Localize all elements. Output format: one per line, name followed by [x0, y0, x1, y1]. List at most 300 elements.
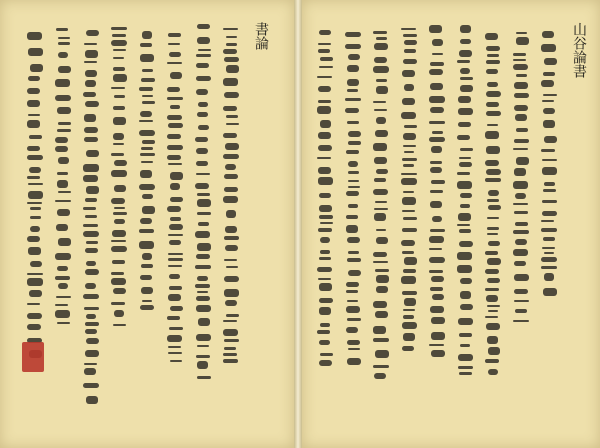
ink-stroke [401, 178, 417, 185]
ink-stroke [57, 322, 70, 324]
ink-stroke [485, 178, 501, 182]
ink-stroke [346, 215, 358, 219]
ink-stroke [429, 96, 445, 103]
ink-stroke [86, 396, 98, 404]
ink-stroke [111, 153, 124, 156]
ink-stroke [27, 278, 43, 286]
ink-stroke [168, 258, 183, 261]
ink-stroke [459, 241, 473, 247]
ink-stroke [347, 340, 360, 345]
ink-stroke [485, 316, 498, 318]
ink-stroke [375, 269, 389, 272]
ink-stroke [403, 309, 415, 311]
ink-stroke [346, 191, 359, 196]
ink-stroke [348, 131, 361, 137]
ink-stroke [401, 112, 416, 119]
ink-stroke [402, 98, 415, 105]
ink-stroke [348, 180, 359, 182]
ink-stroke [515, 193, 526, 199]
ink-stroke [430, 306, 444, 313]
ink-stroke [513, 59, 526, 61]
ink-stroke [515, 309, 527, 313]
ink-stroke [224, 347, 236, 350]
ink-stroke [197, 24, 210, 29]
ink-stroke [58, 52, 68, 58]
ink-stroke [223, 359, 238, 363]
seal-stamp [22, 342, 44, 372]
ink-stroke [320, 222, 333, 224]
ink-stroke [514, 300, 529, 302]
ink-stroke [513, 230, 529, 234]
ink-stroke [224, 276, 239, 282]
ink-stroke [514, 105, 528, 111]
ink-stroke [55, 200, 71, 202]
ink-stroke [514, 139, 529, 143]
ink-stroke [460, 204, 470, 208]
ink-stroke [544, 136, 557, 143]
ink-stroke [169, 240, 181, 245]
ink-stroke [142, 300, 152, 302]
ink-stroke [57, 266, 68, 271]
ink-stroke [224, 187, 238, 192]
ink-stroke [429, 69, 443, 75]
ink-stroke [84, 307, 99, 310]
ink-stroke [85, 329, 97, 334]
ink-stroke [346, 306, 360, 313]
ink-stroke [196, 254, 210, 259]
ink-stroke [85, 198, 97, 202]
ink-stroke [544, 182, 555, 186]
ink-stroke [488, 241, 500, 246]
ink-stroke [113, 212, 127, 215]
ink-stroke [457, 181, 472, 189]
ink-stroke [319, 30, 331, 35]
ink-stroke [487, 199, 499, 202]
ink-stroke [58, 157, 69, 164]
ink-stroke [197, 276, 208, 281]
ink-stroke [485, 251, 498, 255]
ink-stroke [114, 219, 125, 224]
ink-stroke [223, 49, 237, 54]
ink-stroke [197, 243, 211, 251]
ink-stroke [513, 53, 526, 56]
ink-stroke [373, 143, 387, 151]
ink-stroke [58, 122, 71, 125]
ink-stroke [373, 101, 386, 103]
script-column [110, 0, 128, 448]
ink-stroke [197, 199, 211, 207]
ink-stroke [401, 276, 416, 284]
ink-stroke [30, 261, 42, 267]
ink-stroke [27, 32, 42, 40]
ink-stroke [373, 365, 389, 368]
ink-stroke [403, 333, 415, 341]
ink-stroke [460, 77, 473, 80]
ink-stroke [85, 80, 96, 87]
ink-stroke [460, 304, 473, 310]
ink-stroke [112, 34, 126, 37]
ink-stroke [459, 372, 472, 375]
ink-stroke [55, 304, 68, 306]
ink-stroke [541, 44, 556, 52]
ink-stroke [167, 316, 180, 320]
ink-stroke [542, 247, 555, 249]
ink-stroke [224, 259, 237, 261]
script-column [194, 0, 212, 448]
ink-stroke [86, 30, 99, 36]
ink-stroke [404, 151, 414, 153]
ink-stroke [30, 226, 40, 232]
ink-stroke [27, 176, 40, 179]
ink-stroke [140, 54, 154, 62]
ink-stroke [430, 190, 443, 193]
script-column [400, 0, 418, 448]
ink-stroke [374, 157, 387, 164]
ink-stroke [57, 209, 70, 216]
ink-stroke [56, 28, 68, 31]
ink-stroke [319, 298, 333, 303]
ink-stroke [196, 76, 211, 81]
ink-stroke [457, 135, 470, 140]
ink-stroke [319, 215, 333, 219]
ink-stroke [225, 300, 237, 306]
ink-stroke [375, 311, 388, 318]
ink-stroke [111, 246, 127, 252]
ink-stroke [318, 228, 332, 232]
ink-stroke [516, 128, 528, 132]
ink-stroke [112, 230, 126, 237]
ink-stroke [348, 270, 361, 276]
ink-stroke [486, 69, 498, 74]
ink-stroke [167, 335, 182, 342]
ink-stroke [402, 322, 417, 329]
ink-stroke [375, 201, 387, 203]
ink-stroke [430, 62, 444, 66]
ink-stroke [28, 247, 41, 255]
ink-stroke [403, 164, 414, 167]
ink-stroke [83, 294, 99, 299]
ink-stroke [487, 258, 501, 265]
ink-stroke [113, 324, 126, 326]
ink-stroke [487, 233, 498, 235]
ink-stroke [459, 229, 471, 233]
ink-stroke [114, 310, 124, 317]
ink-stroke [404, 298, 416, 306]
ink-stroke [167, 145, 183, 150]
ink-stroke [86, 150, 99, 157]
ink-stroke [223, 320, 237, 322]
ink-stroke [487, 278, 500, 283]
ink-stroke [55, 79, 70, 87]
ink-stroke [459, 50, 472, 57]
ink-stroke [114, 207, 125, 209]
ink-stroke [111, 240, 126, 242]
ink-stroke [430, 287, 443, 291]
ink-stroke [196, 173, 210, 175]
ink-stroke [429, 121, 445, 124]
ink-stroke [113, 133, 124, 140]
ink-stroke [224, 57, 239, 62]
ink-stroke [458, 122, 471, 127]
ink-stroke [140, 43, 152, 47]
ink-stroke [402, 228, 417, 232]
ink-stroke [514, 274, 529, 281]
ink-stroke [375, 130, 388, 137]
ink-stroke [224, 289, 239, 297]
ink-stroke [113, 74, 127, 82]
ink-stroke [544, 252, 554, 254]
ink-stroke [318, 167, 331, 174]
ink-stroke [403, 145, 416, 147]
ink-stroke [140, 305, 154, 310]
ink-stroke [111, 198, 125, 204]
ink-stroke [376, 169, 388, 174]
ink-stroke [168, 43, 180, 45]
ink-stroke [486, 46, 500, 51]
ink-stroke [487, 305, 500, 307]
ink-stroke [58, 191, 71, 193]
ink-stroke [142, 206, 155, 214]
ink-stroke [403, 269, 416, 273]
ink-stroke [196, 54, 211, 57]
ink-stroke [374, 178, 386, 182]
ink-stroke [169, 286, 182, 290]
ink-stroke [111, 170, 127, 177]
ink-stroke [541, 266, 557, 269]
ink-stroke [320, 353, 333, 356]
ink-stroke [86, 338, 99, 344]
ink-stroke [170, 306, 183, 311]
ink-stroke [376, 275, 389, 283]
ink-stroke [28, 48, 43, 56]
ink-stroke [111, 40, 127, 46]
ink-stroke [168, 352, 182, 354]
ink-stroke [58, 37, 70, 39]
ink-stroke [83, 92, 96, 97]
ink-stroke [404, 49, 416, 53]
ink-stroke [488, 310, 498, 312]
ink-stroke [430, 83, 443, 90]
ink-stroke [317, 157, 331, 159]
ink-stroke [168, 265, 182, 267]
ink-stroke [28, 114, 40, 116]
ink-stroke [113, 49, 126, 51]
ink-stroke [458, 354, 473, 361]
ink-stroke [514, 168, 526, 176]
ink-stroke [27, 120, 40, 128]
ink-stroke [28, 191, 43, 199]
ink-stroke [404, 125, 417, 128]
ink-stroke [429, 236, 444, 243]
ink-stroke [460, 68, 470, 74]
ink-stroke [27, 155, 43, 160]
ink-stroke [430, 201, 442, 208]
ink-stroke [28, 183, 43, 185]
ink-stroke [488, 205, 501, 210]
ink-stroke [196, 89, 208, 95]
ink-stroke [374, 208, 388, 210]
ink-stroke [170, 360, 182, 362]
ink-stroke [86, 314, 96, 319]
ink-stroke [485, 160, 499, 166]
ink-stroke [55, 137, 68, 143]
ink-stroke [224, 92, 239, 98]
ink-stroke [542, 200, 557, 203]
book-gutter [294, 0, 302, 448]
ink-stroke [198, 318, 210, 326]
ink-stroke [431, 276, 444, 282]
ink-stroke [543, 120, 555, 128]
ink-stroke [460, 148, 473, 151]
ink-stroke [541, 80, 554, 87]
ink-stroke [319, 283, 332, 291]
ink-stroke [542, 167, 557, 175]
ink-stroke [516, 157, 529, 165]
script-column [166, 0, 184, 448]
ink-stroke [85, 322, 99, 326]
ink-stroke [139, 241, 154, 249]
ink-stroke [514, 93, 529, 98]
ink-stroke [55, 310, 70, 318]
ink-stroke [85, 50, 98, 58]
ink-stroke [486, 295, 498, 302]
ink-stroke [347, 89, 358, 92]
ink-stroke [318, 86, 331, 92]
script-column [54, 0, 72, 448]
ink-stroke [195, 284, 210, 288]
ink-stroke [167, 87, 180, 92]
ink-stroke [459, 333, 472, 337]
ink-stroke [487, 227, 499, 230]
ink-stroke [30, 64, 43, 72]
ink-stroke [170, 183, 180, 190]
ink-stroke [430, 229, 445, 232]
ink-stroke [488, 190, 499, 196]
script-column [316, 0, 334, 448]
ink-stroke [55, 146, 68, 152]
ink-stroke [401, 28, 416, 30]
ink-stroke [401, 240, 415, 246]
ink-stroke [83, 175, 98, 182]
ink-stroke [318, 132, 331, 139]
ink-stroke [29, 167, 41, 173]
ink-stroke [168, 294, 181, 301]
ink-stroke [30, 207, 41, 210]
ink-stroke [486, 111, 501, 116]
ink-stroke [430, 167, 442, 173]
ink-stroke [516, 32, 527, 34]
ink-stroke [514, 261, 526, 266]
ink-stroke [317, 330, 330, 334]
ink-stroke [345, 98, 361, 101]
ink-stroke [168, 346, 181, 348]
ink-stroke [317, 76, 332, 78]
ink-stroke [85, 248, 98, 253]
ink-stroke [460, 344, 470, 347]
ink-stroke [58, 283, 68, 289]
ink-stroke [196, 355, 210, 358]
ink-stroke [403, 59, 417, 64]
ink-stroke [541, 149, 555, 152]
ink-stroke [458, 96, 471, 103]
ink-stroke [374, 57, 387, 63]
ink-stroke [113, 106, 125, 110]
ink-stroke [58, 238, 71, 246]
ink-stroke [142, 95, 153, 97]
ink-stroke [486, 60, 500, 64]
ink-stroke [196, 334, 211, 341]
ink-stroke [460, 85, 473, 92]
ink-stroke [170, 105, 180, 109]
ink-stroke [514, 82, 528, 89]
ink-stroke [168, 253, 183, 255]
ink-stroke [141, 147, 153, 150]
ink-stroke [486, 102, 499, 107]
ink-stroke [374, 213, 386, 221]
ink-stroke [83, 164, 99, 172]
ink-stroke [346, 150, 359, 154]
ink-stroke [226, 36, 237, 38]
ink-stroke [457, 252, 472, 260]
ink-stroke [111, 278, 126, 285]
ink-stroke [197, 361, 208, 369]
ink-stroke [431, 146, 442, 153]
ink-stroke [167, 155, 181, 160]
ink-stroke [27, 313, 42, 319]
ink-stroke [429, 344, 444, 346]
ink-stroke [55, 253, 71, 260]
ink-stroke [57, 180, 68, 188]
ink-stroke [460, 25, 471, 33]
ink-stroke [197, 291, 208, 293]
ink-stroke [56, 296, 71, 298]
ink-stroke [196, 63, 209, 68]
ink-stroke [487, 54, 499, 57]
ink-stroke [543, 189, 556, 192]
ink-stroke [514, 211, 528, 214]
ink-stroke [485, 359, 499, 363]
script-column [26, 0, 44, 448]
ink-stroke [27, 273, 43, 275]
ink-stroke [457, 172, 470, 175]
ink-stroke [167, 97, 183, 100]
ink-stroke [515, 114, 527, 121]
ink-stroke [543, 72, 555, 76]
ink-stroke [223, 106, 237, 111]
ink-stroke [320, 250, 330, 254]
ink-stroke [58, 42, 70, 45]
ink-stroke [318, 278, 331, 280]
ink-stroke [374, 109, 387, 111]
ink-stroke [513, 64, 528, 70]
ink-stroke [167, 115, 182, 120]
ink-stroke [197, 376, 211, 379]
ink-stroke [513, 320, 529, 322]
ink-stroke [223, 28, 238, 30]
ink-stroke [224, 174, 238, 179]
ink-stroke [113, 57, 124, 59]
ink-stroke [319, 257, 331, 260]
ink-stroke [225, 226, 237, 233]
ink-stroke [27, 303, 40, 305]
ink-stroke [541, 220, 554, 222]
ink-stroke [348, 54, 360, 60]
ink-stroke [458, 318, 473, 325]
ink-stroke [459, 157, 471, 159]
ink-stroke [113, 288, 126, 294]
ink-stroke [432, 53, 443, 55]
ink-stroke [373, 66, 389, 73]
